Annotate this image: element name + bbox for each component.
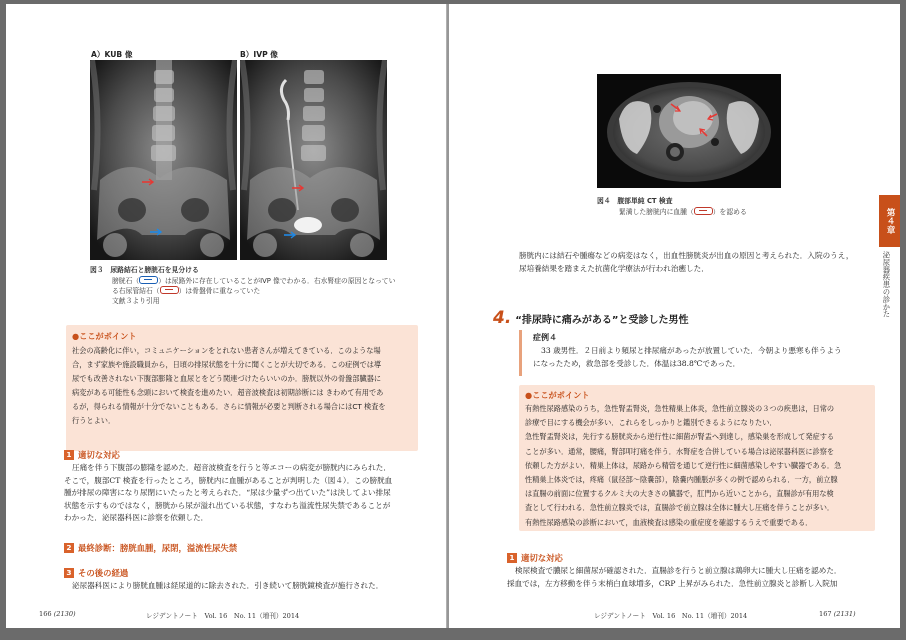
left-section3-heading xyxy=(64,567,128,579)
figure3-caption-line1-suffix: ）は尿路外に存在していることがIVP 像でわかる．右水腎症の原因となってい xyxy=(158,276,396,285)
body-line: わかった．泌尿器科医に診察を依頼した． xyxy=(64,513,209,523)
ivp-xray-image xyxy=(240,60,387,260)
right-point-text xyxy=(525,402,875,530)
ct-scan-image xyxy=(597,74,781,188)
case4-heading xyxy=(493,308,688,328)
figure3-caption-line2-suffix: ）は骨盤骨に重なっていた xyxy=(178,287,261,296)
left-section3-body xyxy=(64,580,434,593)
body-line: 尿培養結果を踏まえた抗菌化学療法が行われ治癒した． xyxy=(519,263,709,273)
body-line: 状態を示すものではなく，膀胱から尿が溢れ出ている状態，すなわち溢流性尿失禁であることが xyxy=(64,500,391,510)
figure3-caption-title: 図３ 尿路結石と膀胱石を見分ける xyxy=(90,266,199,274)
left-point-line: 尿でも改善されない下腹部膨隆と血尿とをどう関連づけたらいいのか．膀胱以外の骨盤部臓器に xyxy=(72,373,382,383)
left-section1-title: 適切な対応 xyxy=(78,450,120,460)
blue-arrow-icon xyxy=(139,276,158,284)
right-point-line: は直腸の前面に位置するクルミ大の大きさの臓器で，肛門から近いことから，直腸診が有用な検 xyxy=(525,489,834,499)
left-page xyxy=(6,4,447,628)
case-accent-bar xyxy=(519,330,522,376)
figure3-caption-line1-prefix: 膀胱石（ xyxy=(112,276,140,285)
figure4-caption-prefix: 緊満した膀胱内に血腫（ xyxy=(619,207,694,216)
page-number-sub: (2131) xyxy=(833,610,856,618)
section-number-badge: 1 xyxy=(507,553,517,563)
page-number: 167 xyxy=(819,610,832,618)
left-point-line: 社会の高齢化に伴い，コミュニケーションをとれない患者さんが増えてきている．このような場 xyxy=(72,346,381,355)
right-point-line: 急性腎盂腎炎は，先行する膀胱炎から逆行性に細菌が腎盂へ到達し，感染巣を形成して発症する xyxy=(525,432,835,442)
body-line: 検尿検査で膿尿と細菌尿が確認された．直腸診を行うと前立腺は鶏卵大に腫大し圧痛を認めた． xyxy=(515,566,842,575)
case4-body xyxy=(533,345,873,370)
red-arrow-icon xyxy=(694,207,713,215)
figure4-caption-suffix: ）を認める xyxy=(712,207,747,216)
right-section1-title: 適切な対応 xyxy=(521,553,563,563)
right-point-line: 診療で目にする機会が多い．これらをしっかりと鑑別できるようになりたい． xyxy=(525,418,777,428)
case4-label: 症例４ xyxy=(533,333,557,342)
left-footer-journal: レジデントノート Vol. 16 No. 11（増刊）2014 xyxy=(146,612,300,620)
right-section1-heading xyxy=(507,552,563,564)
right-footer-journal: レジデントノート Vol. 16 No. 11（増刊）2014 xyxy=(594,612,748,620)
section-number-badge: 1 xyxy=(64,450,74,460)
right-section1-body xyxy=(507,565,892,590)
left-section1-heading xyxy=(64,449,120,461)
section-number-badge: 2 xyxy=(64,543,74,553)
right-point-line: ことが多い．通常，腰痛，腎部叩打痛を伴う．水腎症を合併している場合は泌尿器科医に診察を xyxy=(525,446,835,456)
left-point-line: 病変がある可能性も念頭において検査を進めたい．超音波検査は初期診断には きわめて有用であ xyxy=(72,387,384,397)
left-point-line: 合，まず家族や施設職員から，日頃の排尿状態を十分に聞くことが大切である．この症例では導 xyxy=(72,359,382,369)
body-line: そこで，腹部CT 検査を行ったところ，膀胱内に血腫があることが判明した（図４）．この膀胱血 xyxy=(64,475,393,485)
right-point-title: ●ここがポイント xyxy=(525,390,590,400)
right-point-line: 査として行われる．急性前立腺炎では，直腸診で前立腺は全体に腫大し圧痛を伴うことが多い． xyxy=(525,503,835,513)
body-line: 圧痛を伴う下腹部の膨隆を認めた．超音波検査を行うと等エコーの病変が膀胱内にみられた． xyxy=(72,463,391,472)
right-point-line: 性精巣上体炎では，疼痛（鼠径部〜陰嚢部），陰嚢内腫脹が多くの例で認められる．一方，前立腺 xyxy=(525,475,838,485)
chapter-subtitle: 泌尿器疾患の診かた xyxy=(882,251,891,318)
figure3-caption xyxy=(90,266,420,306)
figure3-caption-line2-prefix: る右尿管結石（ xyxy=(112,287,160,296)
figure3-label-a: A）KUB 像 xyxy=(91,50,133,59)
section-number-badge: 3 xyxy=(64,568,74,578)
body-line: 33 歳男性．２日前より頻尿と排尿痛があったが放置していた．今朝より悪寒も伴うよう xyxy=(541,346,842,355)
body-line: 泌尿器科医により膀胱血腫は経尿道的に除去された．引き続いて膀胱鏡検査が施行された． xyxy=(72,581,384,590)
case4-title: “排尿時に痛みがある”と受診した男性 xyxy=(515,314,689,326)
right-footer-page xyxy=(819,610,856,618)
left-footer-page xyxy=(39,610,76,618)
figure3-label-b: B）IVP 像 xyxy=(240,50,278,59)
right-page xyxy=(449,4,900,628)
figure4-caption xyxy=(597,197,837,217)
right-intro-body xyxy=(519,250,869,275)
chapter-tab: 第４章 xyxy=(879,195,900,247)
body-line: 膀胱内には結石や腫瘍などの病変はなく，出血性膀胱炎が出血の原因と考えられた．入院のうえ， xyxy=(519,251,854,260)
right-point-line: 依頼した方がよい．精巣上体は，尿路から精管を通じて逆行性に細菌感染しやすい臓器である．急 xyxy=(525,460,842,470)
left-section3-title: その後の経過 xyxy=(78,568,129,578)
page-number: 166 xyxy=(39,610,52,618)
body-line: になったため，救急部を受診した．体温は38.8℃であった． xyxy=(533,358,741,368)
right-point-line: 有熱性尿路感染のうち，急性腎盂腎炎，急性精巣上体炎，急性前立腺炎の３つの疾患は，日常の xyxy=(525,404,835,413)
body-line: 採血では，左方移動を伴う末梢白血球増多，CRP 上昇がみられた．急性前立腺炎と診断し入院加 xyxy=(507,578,838,588)
left-point-line: 行うとよい． xyxy=(72,415,116,425)
figure4-caption-title: 図４ 腹部単純 CT 検査 xyxy=(597,197,673,205)
left-point-line: るが，得られる情報が十分でないこともある．さらに情報が必要と判断される場合にはCT 検査を xyxy=(72,401,386,411)
right-point-line: 有熱性尿路感染の診断において，血液検査は感染の重症度を確認するうえで重要である． xyxy=(525,517,813,527)
left-point-text xyxy=(72,344,416,427)
left-section1-body xyxy=(64,462,424,525)
case4-number: 4. xyxy=(493,308,512,328)
body-line: 腫が排尿の障害になり尿閉にいたったと考えられた．“尿は少量ずつ出ていた”は決してよい排尿 xyxy=(64,488,391,498)
left-point-title: ●ここがポイント xyxy=(72,331,137,341)
red-arrow-icon xyxy=(160,286,179,294)
kub-xray-image xyxy=(90,60,237,260)
page-number-sub: (2130) xyxy=(53,610,76,618)
figure3-caption-citation: 文献３より引用 xyxy=(112,296,160,305)
left-section2-heading xyxy=(64,542,237,554)
left-section2-title: 最終診断：膀胱血腫，尿閉，溢流性尿失禁 xyxy=(78,543,238,553)
